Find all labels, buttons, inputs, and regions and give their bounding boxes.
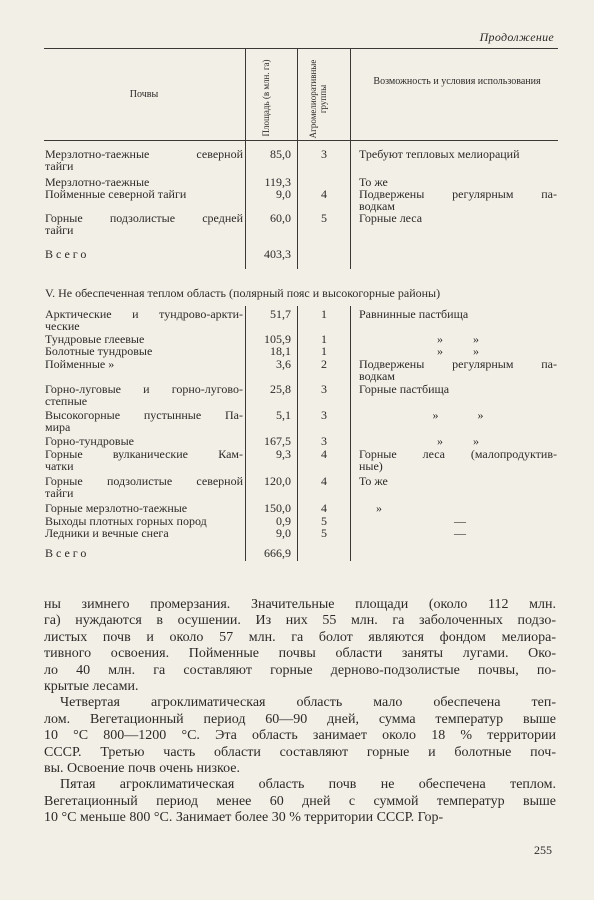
soil-name: Тундровые глеевые: [45, 332, 145, 346]
area-value: 167,5: [264, 434, 291, 448]
usage-text: »: [376, 501, 382, 515]
group-value: 3: [321, 434, 327, 448]
total-label: Всего: [45, 247, 90, 261]
usage-text: Равнинные пастбища: [359, 307, 469, 321]
group-value: 4: [321, 187, 327, 201]
soil-name: Ледники и вечные снега: [45, 526, 169, 540]
usage-text: То же: [359, 175, 388, 189]
soil-name: Болотные тундровые: [45, 344, 153, 358]
section-title-5: V. Не обеспеченная теплом область (полярный пояс и высокогорные районы): [45, 286, 441, 300]
area-value: 3,6: [276, 357, 291, 371]
group-value: 3: [321, 382, 327, 396]
area-value: 9,0: [276, 526, 291, 540]
group-value: 5: [321, 514, 327, 528]
area-value: 150,0: [264, 501, 291, 515]
group-value: 5: [321, 526, 327, 540]
area-value: 119,3: [264, 175, 291, 189]
soil-name: Высокогорные пустынные Па-: [45, 408, 243, 422]
soil-name: тайги: [45, 159, 74, 173]
running-head: Продолжение: [479, 30, 554, 44]
group-value: 1: [321, 307, 327, 321]
area-value: 9,3: [276, 447, 291, 461]
header-usage: Возможность и условия использования: [373, 76, 541, 87]
group-value: 1: [321, 344, 327, 358]
table-header-rule: [44, 140, 558, 141]
group-value: 5: [321, 211, 327, 225]
soil-name: Горные мерзлотно-таежные: [45, 501, 188, 515]
area-value: 18,1: [270, 344, 291, 358]
usage-text: » »: [437, 434, 479, 448]
column-divider: [350, 306, 351, 561]
body-line: 10 °С меньше 800 °С. Занимает более 30 % территории СССР. Гор-: [44, 810, 444, 826]
body-line: вы. Освоение почв очень низкое.: [44, 761, 240, 776]
header-agromelioration-groups: Агромелиоративные группы: [308, 59, 328, 139]
group-value: 1: [321, 332, 327, 346]
group-value: 3: [321, 408, 327, 422]
body-line: Пятая агроклиматическая область почв не обеспечена теплом.: [60, 777, 556, 793]
header-area: Площадь (в млн. га): [261, 59, 271, 137]
body-line: га) нуждаются в осушении. Из них 55 млн. га заболоченных подзо-: [44, 613, 556, 629]
body-line: ны зимнего промерзания. Значительные площади (около 112 млн.: [44, 597, 556, 612]
usage-text: Горные пастбища: [359, 382, 450, 396]
body-line: Четвертая агроклиматическая область мало обеспечена теп-: [60, 695, 556, 711]
usage-text: —: [454, 514, 466, 528]
soil-name: Горные вулканические Кам-: [45, 447, 243, 461]
group-value: 4: [321, 474, 327, 488]
area-value: 25,8: [270, 382, 291, 396]
soil-name: Пойменные северной тайги: [45, 187, 187, 201]
header-soils: Почвы: [129, 89, 159, 100]
usage-text: водкам: [359, 199, 395, 213]
usage-text: Требуют тепловых мелиораций: [359, 147, 520, 161]
body-line: лом. Вегетационный период 60—90 дней, сумма температур выше: [44, 711, 556, 727]
column-divider: [297, 306, 298, 561]
body-line: тивного освоения. Пойменные почвы области заняты лугами. Око-: [44, 646, 556, 662]
area-value: 85,0: [270, 147, 291, 161]
group-value: 4: [321, 447, 327, 461]
usage-text: Горные леса: [359, 211, 423, 225]
soil-name: тайги: [45, 223, 74, 237]
soil-name: Горные подзолистые северной: [45, 474, 243, 488]
body-line: 10 °С 800—1200 °С. Эта область занимает около 18 % территории: [44, 728, 556, 744]
table-top-rule: [44, 48, 558, 49]
page-number: 255: [534, 843, 552, 857]
usage-text: водкам: [359, 369, 395, 383]
area-value: 666,9: [264, 546, 291, 560]
area-value: 105,9: [264, 332, 291, 346]
soil-name: ческие: [45, 319, 80, 333]
group-value: 2: [321, 357, 327, 371]
area-value: 0,9: [276, 514, 291, 528]
soil-name: чатки: [45, 459, 74, 473]
area-value: 120,0: [264, 474, 291, 488]
soil-name: мира: [45, 420, 71, 434]
soil-name: Горно-тундровые: [45, 434, 134, 448]
area-value: 5,1: [276, 408, 291, 422]
body-line: СССР. Третью часть области составляют горные и болотные поч-: [44, 744, 556, 760]
usage-text: —: [454, 526, 466, 540]
area-value: 9,0: [276, 187, 291, 201]
body-line: крытые лесами.: [44, 679, 139, 694]
soil-name: степные: [45, 394, 88, 408]
soil-name: Мерзлотно-таежные северной: [45, 147, 243, 161]
usage-text: » »: [437, 344, 479, 358]
column-divider: [297, 48, 298, 269]
group-value: 3: [321, 147, 327, 161]
soil-name: тайги: [45, 486, 74, 500]
column-divider: [350, 48, 351, 269]
usage-text: » »: [437, 332, 479, 346]
area-value: 51,7: [270, 307, 291, 321]
body-line: листых почв и около 57 млн. га болот являются фондом мелиора-: [44, 629, 556, 645]
soil-name: Выходы плотных горных пород: [45, 514, 207, 528]
group-value: 4: [321, 501, 327, 515]
soil-name: Арктические и тундрово-аркти-: [45, 307, 243, 321]
usage-text: ные): [359, 459, 383, 473]
usage-text: Горные леса (малопродуктив-: [359, 447, 557, 461]
soil-name: Горно-луговые и горно-лугово-: [45, 382, 243, 396]
usage-text: » »: [432, 408, 484, 422]
usage-text: То же: [359, 474, 388, 488]
body-line: Вегетационный период менее 60 дней с суммой температур выше: [44, 793, 556, 809]
area-value: 60,0: [270, 211, 291, 225]
usage-text: Подвержены регулярным па-: [359, 187, 557, 201]
body-line: ло 40 млн. га составляют горные дерново-подзолистые почвы, по-: [44, 662, 556, 678]
soil-name: Горные подзолистые средней: [45, 211, 243, 225]
total-label: Всего: [45, 546, 90, 560]
soil-name: Мерзлотно-таежные: [45, 175, 150, 189]
area-value: 403,3: [264, 247, 291, 261]
usage-text: Подвержены регулярным па-: [359, 357, 557, 371]
soil-name: Пойменные »: [45, 357, 115, 371]
